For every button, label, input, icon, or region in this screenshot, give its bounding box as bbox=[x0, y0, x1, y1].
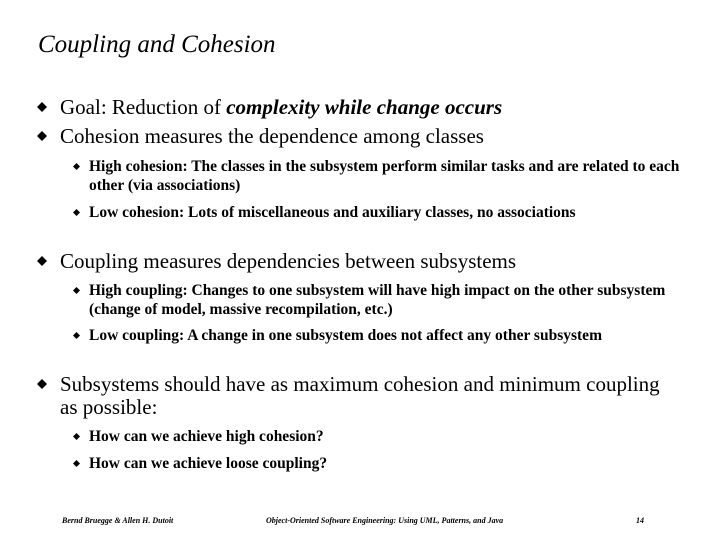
coupling-high-text: High coupling: Changes to one subsystem will have high impact on the other subsystem (change of model, massive recompilation, etc.) bbox=[89, 282, 666, 318]
sub-bullet-question-cohesion bbox=[89, 427, 699, 446]
cohesion-low-text: Low cohesion: Lots of miscellaneous and auxiliary classes, no associations bbox=[89, 204, 576, 221]
slide-title: Coupling and Cohesion bbox=[38, 31, 276, 58]
small-diamond-bullet-icon bbox=[73, 433, 80, 440]
small-diamond-bullet-icon bbox=[73, 209, 80, 216]
footer-book-title: Object-Oriented Software Engineering: Using UML, Patterns, and Java bbox=[266, 516, 504, 525]
sub-bullet-coupling-high bbox=[89, 281, 699, 319]
goal-text: Goal: Reduction of bbox=[60, 95, 227, 119]
sub-bullet-cohesion-high bbox=[89, 157, 699, 195]
diamond-bullet-icon bbox=[37, 102, 47, 112]
bullet-coupling bbox=[60, 250, 516, 273]
question-coupling-text: How can we achieve loose coupling? bbox=[89, 455, 328, 472]
bullet-subsystems bbox=[60, 373, 660, 419]
small-diamond-bullet-icon bbox=[73, 163, 80, 170]
sub-bullet-cohesion-low bbox=[89, 203, 699, 222]
coupling-low-text: Low coupling: A change in one subsystem does not affect any other subsystem bbox=[89, 327, 602, 344]
diamond-bullet-icon bbox=[37, 131, 47, 141]
subsystems-text: Subsystems should have as maximum cohesion and minimum coupling as possible: bbox=[60, 372, 660, 419]
footer-page-number: 14 bbox=[636, 516, 644, 525]
small-diamond-bullet-icon bbox=[73, 287, 80, 294]
cohesion-text: Cohesion measures the dependence among classes bbox=[60, 124, 484, 148]
bullet-cohesion bbox=[60, 125, 484, 148]
diamond-bullet-icon bbox=[37, 379, 47, 389]
cohesion-high-text: High cohesion: The classes in the subsystem perform similar tasks and are related to each other (via associations) bbox=[89, 158, 680, 194]
question-cohesion-text: How can we achieve high cohesion? bbox=[89, 428, 324, 445]
bullet-goal bbox=[60, 96, 502, 119]
diamond-bullet-icon bbox=[37, 256, 47, 266]
coupling-text: Coupling measures dependencies between subsystems bbox=[60, 249, 517, 273]
small-diamond-bullet-icon bbox=[73, 332, 80, 339]
sub-bullet-question-coupling bbox=[89, 454, 699, 473]
footer-authors: Bernd Bruegge & Allen H. Dutoit bbox=[62, 516, 174, 525]
small-diamond-bullet-icon bbox=[73, 460, 80, 467]
goal-emphasis: complexity while change occurs bbox=[226, 95, 503, 119]
sub-bullet-coupling-low bbox=[89, 326, 699, 345]
